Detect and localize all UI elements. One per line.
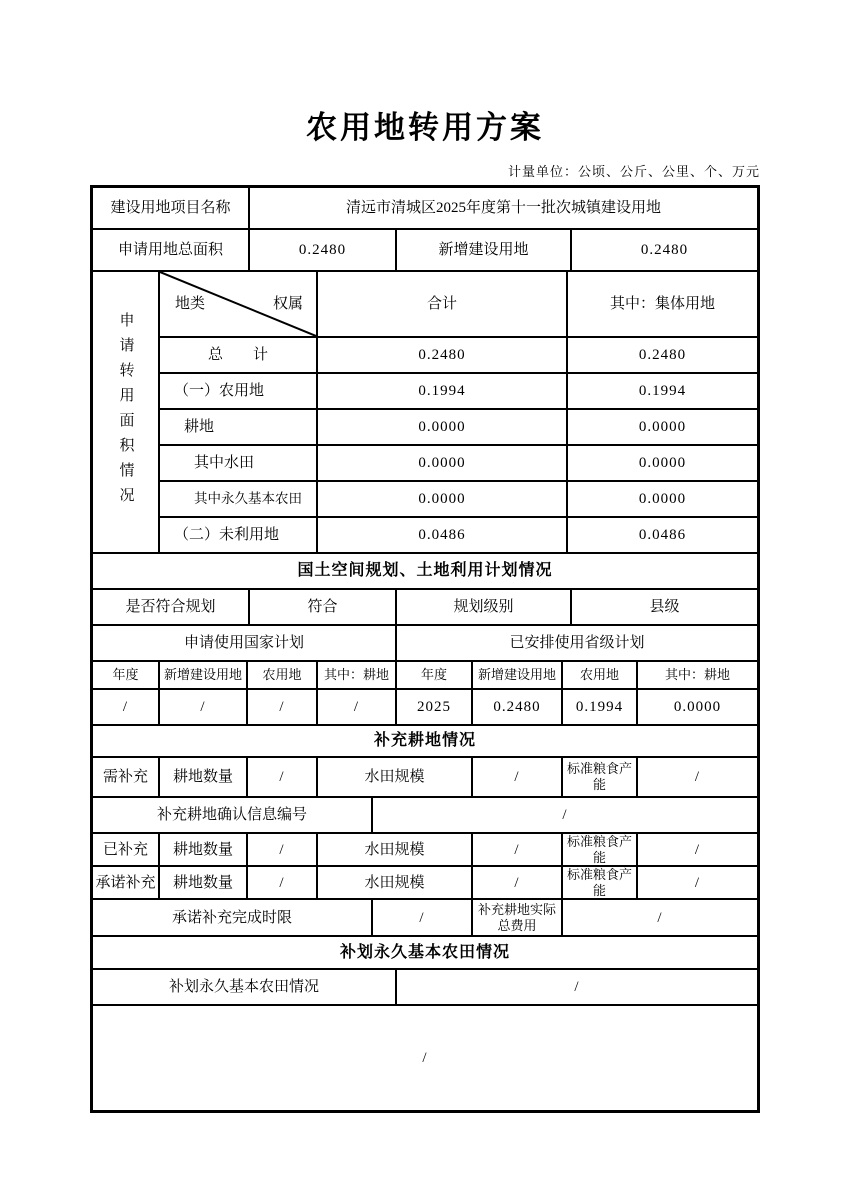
diag-ownership-label: 权属	[272, 296, 303, 312]
cell-planning-col-headers-1: 新增建设用地	[160, 662, 248, 690]
cell-planning-col-headers-5: 新增建设用地	[473, 662, 563, 690]
cell-supplement-rows-2-paddy-label: 水田规模	[318, 867, 473, 900]
cell-planning-compliance-value: 符合	[250, 590, 397, 626]
conversion-side-label-text: 申请转用面积情况	[117, 312, 134, 512]
cell-supplement-rows-2-qty-label: 耕地数量	[160, 867, 248, 900]
table-row	[160, 482, 757, 518]
cell-planning-values-5: 0.2480	[473, 690, 563, 726]
cell-project-total-area-label: 申请用地总面积	[93, 230, 250, 272]
cell-conversion-rows-2-collective: 0.0000	[568, 410, 757, 446]
table-row	[93, 230, 757, 272]
cell-planning-values-4: 2025	[397, 690, 473, 726]
table-row	[93, 970, 757, 1006]
table-row	[93, 188, 757, 230]
conversion-grid	[160, 272, 757, 554]
cell-project-name-label: 建设用地项目名称	[93, 188, 250, 230]
table-row	[93, 626, 757, 662]
cell-supplement-rows-1-qty-label: 耕地数量	[160, 834, 248, 867]
table-row	[93, 798, 757, 834]
cell-supplement-rows-0-paddy-label: 水田规模	[318, 758, 473, 798]
cell-supplement-deadline-value: /	[373, 900, 473, 937]
cell-conversion-rows-5-collective: 0.0486	[568, 518, 757, 554]
cell-conversion-rows-1-label: （一）农用地	[160, 374, 318, 410]
cell-conversion-rows-2-total: 0.0000	[318, 410, 568, 446]
cell-project-new-land-value: 0.2480	[572, 230, 757, 272]
cell-project-new-land-label: 新增建设用地	[397, 230, 572, 272]
cell-supplement-confirm-label: 补充耕地确认信息编号	[93, 798, 373, 834]
diag-landtype-label: 地类	[175, 296, 206, 312]
cell-conversion-rows-3-label: 其中水田	[160, 446, 318, 482]
cell-planning-col-headers-2: 农用地	[248, 662, 318, 690]
cell-supplement-confirm-value: /	[373, 798, 757, 834]
table-row	[93, 900, 757, 937]
cell-supplement-header: 补充耕地情况	[93, 726, 757, 758]
cell-basic-farmland-header: 补划永久基本农田情况	[93, 937, 757, 970]
cell-conversion-rows-1-collective: 0.1994	[568, 374, 757, 410]
cell-planning-national-plan-header: 申请使用国家计划	[93, 626, 397, 662]
cell-supplement-rows-2-paddy-value: /	[473, 867, 563, 900]
cell-planning-header: 国土空间规划、土地利用计划情况	[93, 554, 757, 590]
cell-planning-col-headers-6: 农用地	[563, 662, 638, 690]
table-row	[160, 338, 757, 374]
cell-conversion-rows-3-total: 0.0000	[318, 446, 568, 482]
cell-conversion-rows-4-total: 0.0000	[318, 482, 568, 518]
table-row	[93, 867, 757, 900]
cell-planning-provincial-plan-header: 已安排使用省级计划	[397, 626, 757, 662]
cell-project-name-value: 清远市清城区2025年度第十一批次城镇建设用地	[250, 188, 757, 230]
cell-supplement-rows-1-grain-label: 标准粮食产能	[563, 834, 638, 867]
table-row	[160, 410, 757, 446]
table-row	[93, 1006, 757, 1110]
cell-conversion-rows-2-label: 耕地	[160, 410, 318, 446]
cell-planning-values-2: /	[248, 690, 318, 726]
form-table	[90, 185, 760, 1113]
cell-planning-col-headers-3: 其中：耕地	[318, 662, 397, 690]
cell-conversion-rows-4-label: 其中永久基本农田	[160, 482, 318, 518]
cell-conversion-rows-5-total: 0.0486	[318, 518, 568, 554]
table-row	[160, 446, 757, 482]
cell-basic-farmland-row-label: 补划永久基本农田情况	[93, 970, 397, 1006]
cell-conversion-rows-5-label: （二）未利用地	[160, 518, 318, 554]
cell-conversion-rows-3-collective: 0.0000	[568, 446, 757, 482]
cell-supplement-rows-1-qty-value: /	[248, 834, 318, 867]
cell-planning-values-7: 0.0000	[638, 690, 757, 726]
cell-supplement-cost-value: /	[563, 900, 757, 937]
cell-project-total-area-value: 0.2480	[250, 230, 397, 272]
table-row	[93, 937, 757, 970]
cell-supplement-rows-2-type: 承诺补充	[93, 867, 160, 900]
cell-conversion-rows-0-collective: 0.2480	[568, 338, 757, 374]
table-row	[160, 374, 757, 410]
cell-planning-values-1: /	[160, 690, 248, 726]
cell-basic-farmland-note-value: /	[422, 1050, 428, 1066]
table-row	[93, 726, 757, 758]
cell-supplement-rows-0-paddy-value: /	[473, 758, 563, 798]
cell-planning-values-0: /	[93, 690, 160, 726]
table-row	[93, 554, 757, 590]
cell-planning-col-headers-0: 年度	[93, 662, 160, 690]
cell-supplement-rows-1-type: 已补充	[93, 834, 160, 867]
cell-supplement-rows-0-type: 需补充	[93, 758, 160, 798]
cell-supplement-deadline-label: 承诺补充完成时限	[93, 900, 373, 937]
table-row	[93, 834, 757, 867]
cell-planning-col-headers-4: 年度	[397, 662, 473, 690]
cell-conversion-col-total: 合计	[318, 272, 568, 338]
table-row	[93, 690, 757, 726]
cell-supplement-rows-1-grain-value: /	[638, 834, 757, 867]
cell-conversion-rows-4-collective: 0.0000	[568, 482, 757, 518]
cell-conversion-rows-0-total: 0.2480	[318, 338, 568, 374]
cell-supplement-rows-2-grain-value: /	[638, 867, 757, 900]
cell-supplement-rows-2-qty-value: /	[248, 867, 318, 900]
cell-basic-farmland-row-value: /	[397, 970, 757, 1006]
table-row	[160, 518, 757, 554]
cell-conversion-rows-1-total: 0.1994	[318, 374, 568, 410]
cell-conversion-col-collective: 其中：集体用地	[568, 272, 757, 338]
table-row	[93, 590, 757, 626]
cell-supplement-rows-0-grain-value: /	[638, 758, 757, 798]
cell-supplement-rows-0-qty-label: 耕地数量	[160, 758, 248, 798]
conversion-section	[93, 272, 757, 554]
cell-supplement-rows-1-paddy-label: 水田规模	[318, 834, 473, 867]
cell-supplement-rows-1-paddy-value: /	[473, 834, 563, 867]
cell-planning-values-6: 0.1994	[563, 690, 638, 726]
table-row	[93, 662, 757, 690]
cell-supplement-rows-0-grain-label: 标准粮食产能	[563, 758, 638, 798]
cell-planning-compliance-label: 是否符合规划	[93, 590, 250, 626]
cell-planning-col-headers-7: 其中：耕地	[638, 662, 757, 690]
cell-conversion-rows-0-label: 总 计	[160, 338, 318, 374]
cell-planning-level-value: 县级	[572, 590, 757, 626]
cell-supplement-rows-0-qty-value: /	[248, 758, 318, 798]
table-row	[93, 758, 757, 798]
cell-supplement-rows-2-grain-label: 标准粮食产能	[563, 867, 638, 900]
diagonal-header-cell	[160, 272, 318, 338]
unit-note: 计量单位：公顷、公斤、公里、个、万元	[507, 164, 760, 179]
cell-planning-level-label: 规划级别	[397, 590, 572, 626]
conversion-side-label	[93, 272, 160, 554]
cell-planning-values-3: /	[318, 690, 397, 726]
page-title: 农用地转用方案	[306, 110, 544, 145]
cell-supplement-cost-label: 补充耕地实际总费用	[473, 900, 563, 937]
